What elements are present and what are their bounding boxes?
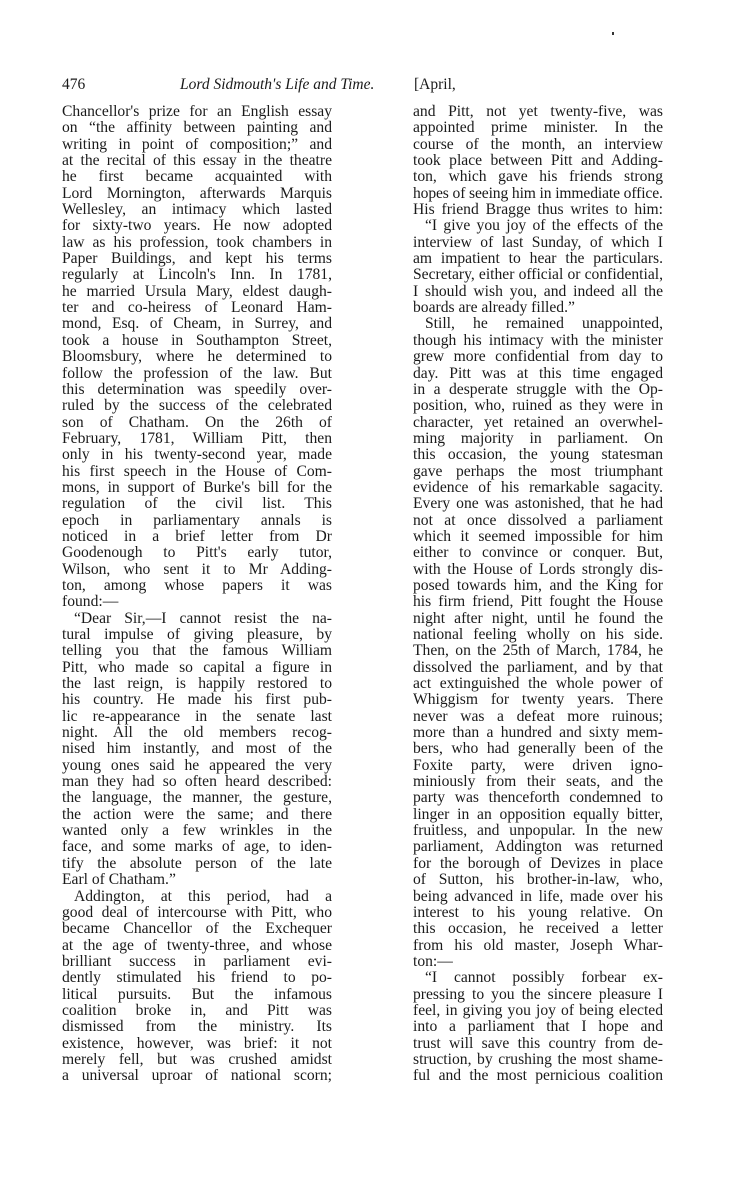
- text-line: young ones said he appeared the very: [62, 756, 332, 774]
- text-line: I should wish you, and indeed all the: [413, 282, 663, 300]
- text-line: ton, which gave his friends strong: [413, 168, 663, 186]
- text-line: the language, the manner, the gesture,: [62, 789, 332, 807]
- text-line: only in his twenty-second year, made: [62, 446, 332, 464]
- text-line: wanted only a few wrinkles in the: [62, 822, 332, 840]
- text-line: boards are already filled.”: [413, 299, 575, 317]
- text-line: day. Pitt was at this time engaged: [413, 364, 663, 382]
- text-line: mond, Esq. of Cheam, in Surrey, and: [62, 315, 332, 333]
- text-line: Addington, at this period, had a: [74, 887, 332, 905]
- text-line: he first became acquainted with: [62, 168, 332, 186]
- text-line: writing in point of composition;” and: [62, 135, 332, 153]
- text-line: telling you that the famous William: [62, 642, 332, 660]
- text-line: this determination was speedily over-: [62, 380, 332, 398]
- text-line: brilliant success in parliament evi-: [62, 952, 332, 970]
- text-line: not at once dissolved a parliament: [413, 511, 663, 529]
- text-line: existence, however, was brief: it not: [62, 1034, 332, 1052]
- text-line: mons, in support of Burke's bill for the: [62, 478, 332, 496]
- left-column: [62, 104, 332, 1085]
- running-header: [62, 76, 456, 96]
- text-line: miniously from their seats, and the: [413, 773, 663, 791]
- text-line: evidence of his remarkable sagacity.: [413, 478, 663, 496]
- text-line: his first speech in the House of Com-: [62, 462, 332, 480]
- text-line: became Chancellor of the Exchequer: [62, 920, 332, 938]
- text-line: son of Chatham. On the 26th of: [62, 413, 332, 431]
- page-number: 476: [62, 76, 86, 93]
- text-line: with the House of Lords strongly dis-: [413, 560, 663, 578]
- text-line: for sixty-two years. He now adopted: [62, 217, 332, 235]
- text-line: dissolved the parliament, and by that: [413, 658, 663, 676]
- text-line: interview of last Sunday, of which I: [413, 233, 663, 251]
- text-line: act extinguished the whole power of: [413, 675, 663, 693]
- text-line: position, who, ruined as they were in: [413, 397, 663, 415]
- text-line: Still, he remained unappointed,: [425, 315, 663, 333]
- text-line: grew more confidential from day to: [413, 348, 663, 366]
- text-line: Secretary, either official or confidential,: [413, 266, 663, 284]
- text-line: Whiggism for twenty years. There: [413, 691, 663, 709]
- text-line: “Dear Sir,—I cannot resist the na-: [74, 609, 332, 627]
- text-line: man they had so often heard described:: [62, 773, 332, 791]
- text-line: follow the profession of the law. But: [62, 364, 332, 382]
- text-line: character, yet retained an overwhel-: [413, 413, 663, 431]
- text-line: regularly at Lincoln's Inn. In 1781,: [62, 266, 332, 284]
- text-line: bers, who had generally been of the: [413, 740, 663, 758]
- text-line: took place between Pitt and Adding-: [413, 152, 663, 170]
- text-line: at the recital of this essay in the theatre: [62, 152, 332, 170]
- text-line: am impatient to hear the particulars.: [413, 250, 663, 268]
- text-line: this occasion, the young statesman: [413, 446, 663, 464]
- text-line: “I cannot possibly forbear ex-: [425, 969, 663, 987]
- text-line: party was thenceforth condemned to: [413, 789, 663, 807]
- right-column: [413, 104, 663, 1085]
- text-line: he married Ursula Mary, eldest daugh-: [62, 282, 332, 300]
- text-line: more than a hundred and sixty mem-: [413, 724, 663, 742]
- scan-speck: [612, 32, 614, 35]
- text-line: in a desperate struggle with the Op-: [413, 380, 663, 398]
- text-line: Chancellor's prize for an English essay: [62, 103, 332, 120]
- text-line: found:—: [62, 593, 119, 611]
- text-line: his country. He made his first pub-: [62, 691, 332, 709]
- text-line: his firm friend, Pitt fought the House: [413, 593, 663, 611]
- text-line: hopes of seeing him in immediate office.: [413, 184, 663, 202]
- text-line: night after night, until he found the: [413, 609, 663, 627]
- text-line: never was a defeat more ruinous;: [413, 707, 663, 725]
- text-line: good deal of intercourse with Pitt, who: [62, 903, 332, 921]
- text-line: Lord Mornington, afterwards Marquis: [62, 184, 332, 202]
- text-line: and Pitt, not yet twenty-five, was: [413, 103, 663, 120]
- text-line: ton:—: [413, 952, 453, 970]
- text-line: interest to his young relative. On: [413, 903, 663, 921]
- text-line: for the borough of Devizes in place: [413, 854, 663, 872]
- header-month: [April,: [414, 76, 456, 93]
- text-line: tural impulse of giving pleasure, by: [62, 626, 332, 643]
- text-line: coalition broke in, and Pitt was: [62, 1001, 332, 1019]
- text-line: parliament, Addington was returned: [413, 838, 663, 856]
- text-line: the action were the same; and there: [62, 805, 332, 823]
- text-line: “I give you joy of the effects of the: [425, 217, 663, 235]
- text-line: Then, on the 25th of March, 1784, he: [413, 642, 663, 660]
- text-line: trust will save this country from de-: [413, 1034, 663, 1052]
- text-line: posed towards him, and the King for: [413, 576, 663, 594]
- text-line: took a house in Southampton Street,: [62, 331, 332, 349]
- text-line: regulation of the civil list. This: [62, 495, 332, 513]
- text-line: lic re-appearance in the senate last: [62, 707, 332, 725]
- text-line: the last reign, is happily restored to: [62, 675, 332, 693]
- text-line: being advanced in life, made over his: [413, 887, 663, 905]
- text-line: dently stimulated his friend to po-: [62, 969, 332, 987]
- text-line: nised him instantly, and most of the: [62, 740, 332, 758]
- text-line: tify the absolute person of the late: [62, 854, 332, 872]
- text-line: appointed prime minister. In the: [413, 119, 663, 137]
- text-line: epoch in parliamentary annals is: [62, 511, 332, 529]
- text-line: Wellesley, an intimacy which lasted: [62, 201, 332, 219]
- text-line: noticed in a brief letter from Dr: [62, 527, 332, 545]
- text-line: Paper Buildings, and kept his terms: [62, 250, 332, 268]
- text-line: this occasion, he received a letter: [413, 920, 663, 938]
- text-line: gave perhaps the most triumphant: [413, 462, 663, 480]
- text-line: at the age of twenty-three, and whose: [62, 936, 332, 954]
- text-line: February, 1781, William Pitt, then: [62, 429, 332, 447]
- text-line: from his old master, Joseph Whar-: [413, 936, 663, 954]
- running-title: Lord Sidmouth's Life and Time.: [180, 76, 375, 93]
- text-line: pressing to you the sincere pleasure I: [413, 985, 663, 1003]
- text-line: Earl of Chatham.”: [62, 871, 176, 889]
- text-line: linger in an opposition equally bitter,: [413, 805, 663, 823]
- text-line: either to convince or conquer. But,: [413, 544, 663, 562]
- text-line: dismissed from the ministry. Its: [62, 1018, 332, 1036]
- text-line: Wilson, who sent it to Mr Adding-: [62, 560, 332, 578]
- text-line: ruled by the success of the celebrated: [62, 397, 332, 415]
- text-line: feel, in giving you joy of being elected: [413, 1001, 663, 1019]
- text-line: law as his profession, took chambers in: [62, 233, 332, 251]
- text-line: on “the affinity between painting and: [62, 119, 332, 137]
- text-line: ton, among whose papers it was: [62, 576, 332, 594]
- text-line: ming majority in parliament. On: [413, 429, 663, 447]
- text-line: ful and the most pernicious coalition: [413, 1067, 663, 1085]
- text-line: a universal uproar of national scorn;: [62, 1067, 332, 1085]
- text-line: though his intimacy with the minister: [413, 331, 663, 349]
- text-line: Goodenough to Pitt's early tutor,: [62, 544, 332, 562]
- text-line: struction, by crushing the most shame-: [413, 1050, 663, 1068]
- text-line: litical pursuits. But the infamous: [62, 985, 332, 1003]
- text-line: course of the month, an interview: [413, 135, 663, 153]
- text-line: Pitt, who made so capital a figure in: [62, 658, 332, 676]
- text-line: of Sutton, his brother-in-law, who,: [413, 871, 663, 889]
- text-line: national feeling wholly on his side.: [413, 626, 663, 643]
- text-line: into a parliament that I hope and: [413, 1018, 663, 1036]
- text-line: merely fell, but was crushed amidst: [62, 1050, 332, 1068]
- text-line: fruitless, and unpopular. In the new: [413, 822, 663, 840]
- text-line: night. All the old members recog-: [62, 724, 332, 742]
- text-line: Every one was astonished, that he had: [413, 495, 663, 513]
- text-line: face, and some marks of age, to iden-: [62, 838, 332, 856]
- text-line: Bloomsbury, where he determined to: [62, 348, 332, 366]
- text-line: His friend Bragge thus writes to him:: [413, 201, 663, 219]
- text-line: ter and co-heiress of Leonard Ham-: [62, 299, 332, 317]
- text-line: which it seemed impossible for him: [413, 527, 663, 545]
- text-line: Foxite party, were driven igno-: [413, 756, 663, 774]
